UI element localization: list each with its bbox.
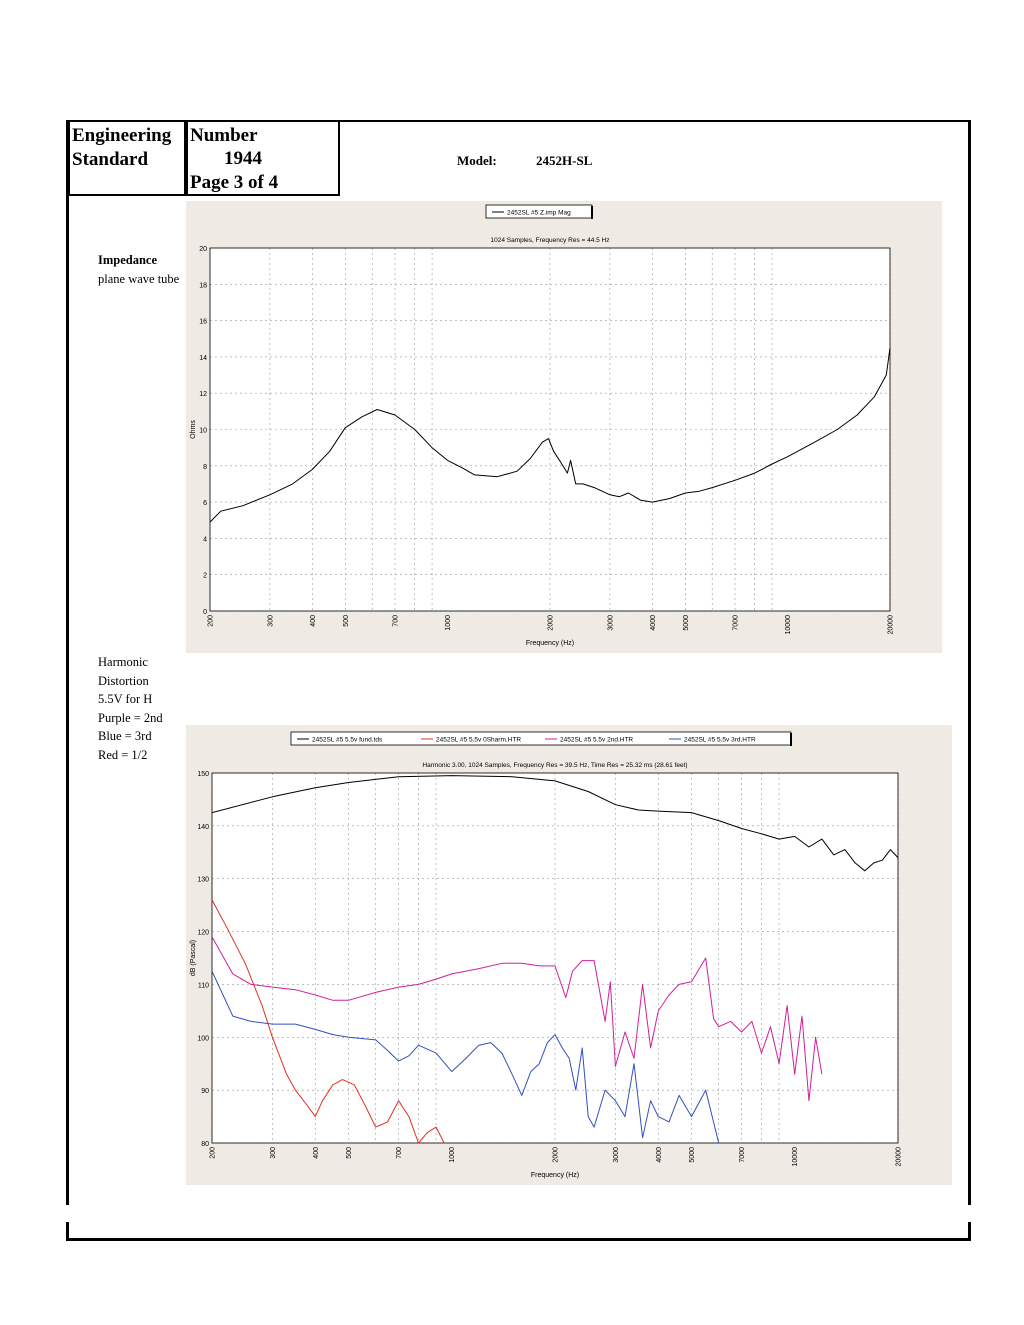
x-tick-label: 7000 — [732, 615, 740, 631]
standard-label: Standard — [72, 149, 149, 170]
x-tick-label: 400 — [312, 1147, 320, 1159]
y-tick-label: 140 — [197, 823, 209, 831]
legend-entry: 2452SL #5 5.5v 2nd.HTR — [560, 736, 634, 744]
y-tick-label: 150 — [197, 771, 209, 778]
x-tick-label: 10000 — [785, 615, 793, 635]
y-tick-label: 100 — [197, 1035, 209, 1043]
x-tick-label: 7000 — [739, 1147, 747, 1163]
legend-entry: 2452SL #5 5.5v 3rd.HTR — [684, 736, 756, 744]
frame-corner-bl — [66, 1222, 69, 1241]
impedance-chart-svg — [186, 201, 942, 653]
legend-entry: 2452SL #5 5.5v fund.tds — [312, 736, 383, 744]
engineering-label: Engineering — [72, 125, 172, 146]
y-tick-label: 90 — [201, 1088, 209, 1096]
y-tick-label: 8 — [203, 463, 207, 471]
x-tick-label: 300 — [267, 615, 275, 627]
page-indicator: Page 3 of 4 — [190, 172, 279, 193]
frame-left-border — [66, 120, 69, 1205]
y-axis-label: Ohms — [190, 420, 197, 439]
y-tick-label: 120 — [197, 929, 209, 937]
engineering-standard-label — [72, 124, 171, 172]
chart-legend — [486, 205, 592, 219]
distortion-line: Blue = 3rd — [98, 729, 152, 743]
y-tick-label: 110 — [197, 982, 209, 990]
chart-legend — [291, 732, 791, 746]
impedance-title: Impedance — [98, 253, 158, 267]
x-tick-label: 5000 — [682, 615, 690, 631]
x-tick-label: 5000 — [688, 1147, 696, 1163]
y-tick-label: 18 — [199, 282, 207, 290]
x-tick-label: 400 — [309, 615, 317, 627]
y-tick-label: 6 — [203, 500, 207, 508]
distortion-line: Distortion — [98, 673, 149, 688]
y-tick-label: 2 — [203, 572, 207, 580]
harmonic-chart-svg — [186, 725, 952, 1185]
x-tick-label: 4000 — [655, 1147, 663, 1163]
distortion-line: Harmonic — [98, 655, 148, 669]
frame-bottom-border — [66, 1238, 971, 1241]
x-tick-label: 200 — [207, 615, 215, 627]
impedance-chart — [186, 201, 942, 653]
x-tick-label: 20000 — [887, 615, 895, 635]
y-tick-label: 4 — [203, 536, 207, 544]
x-tick-label: 2000 — [547, 615, 555, 631]
legend-entry: 2452SL #5 5.5v 0Sharm.HTR — [436, 736, 522, 744]
y-tick-label: 14 — [199, 354, 207, 362]
distortion-line: Red = 1/2 — [98, 747, 148, 762]
y-tick-label: 10 — [199, 427, 207, 435]
y-tick-label: 20 — [199, 246, 207, 253]
impedance-subtitle: plane wave tube — [98, 271, 180, 286]
x-tick-label: 3000 — [612, 1147, 620, 1163]
x-tick-label: 2000 — [552, 1147, 560, 1163]
x-tick-label: 700 — [396, 1147, 404, 1159]
y-tick-label: 0 — [203, 609, 207, 616]
y-tick-label: 12 — [199, 391, 207, 399]
x-tick-label: 3000 — [607, 615, 615, 631]
x-tick-label: 200 — [209, 1147, 217, 1159]
x-tick-label: 1000 — [449, 1147, 457, 1163]
legend-entry: 2452SL #5 Z.imp Mag — [507, 209, 571, 217]
x-tick-label: 1000 — [445, 615, 453, 631]
y-axis-label: dB (Pascal) — [190, 939, 197, 977]
impedance-caption — [98, 251, 179, 288]
x-tick-label: 4000 — [649, 615, 657, 631]
x-tick-label: 700 — [392, 615, 400, 627]
model-value: 2452H-SL — [536, 153, 593, 168]
y-tick-label: 16 — [199, 318, 207, 326]
x-tick-label: 500 — [342, 615, 350, 627]
x-tick-label: 500 — [345, 1147, 353, 1159]
number-label: Number — [190, 125, 258, 146]
distortion-caption — [98, 653, 163, 764]
x-axis-label: Frequency (Hz) — [525, 640, 575, 647]
x-tick-label: 300 — [269, 1147, 277, 1159]
x-tick-label: 10000 — [792, 1147, 800, 1167]
document-number: 1944 — [224, 148, 262, 169]
distortion-line: 5.5V for H — [98, 692, 153, 706]
frame-corner-br — [968, 1222, 971, 1241]
model-label: Model: — [457, 153, 497, 168]
chart-subtitle: Harmonic 3.00, 1024 Samples, Frequency Res = 39.5 Hz, Time Res = 25.32 ms (28.61 feet) — [422, 762, 688, 769]
chart-subtitle: 1024 Samples, Frequency Res = 44.5 Hz — [490, 237, 610, 244]
frame-right-border — [968, 120, 971, 1205]
harmonic-distortion-chart — [186, 725, 952, 1185]
y-tick-label: 80 — [201, 1141, 209, 1148]
distortion-line: Purple = 2nd — [98, 710, 163, 725]
x-axis-label: Frequency (Hz) — [530, 1172, 580, 1179]
x-tick-label: 20000 — [895, 1147, 903, 1167]
y-tick-label: 130 — [197, 876, 209, 884]
